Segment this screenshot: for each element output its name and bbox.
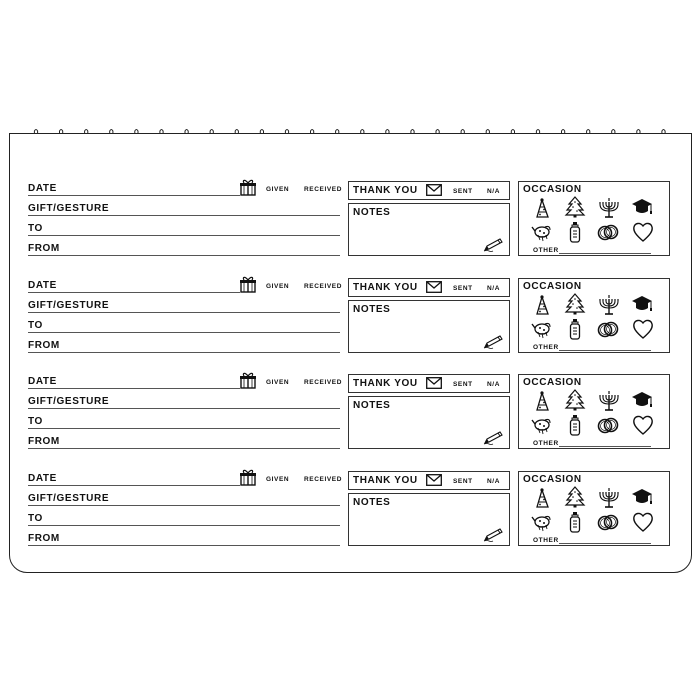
to-label: TO — [28, 223, 43, 234]
gift-gesture-field[interactable] — [28, 391, 340, 409]
occasion-label: OCCASION — [523, 474, 582, 485]
sent-option[interactable]: SENT — [453, 188, 473, 195]
thank-you-box — [348, 374, 510, 393]
date-field[interactable] — [28, 371, 240, 389]
pencil-icon — [483, 528, 505, 542]
gift-gesture-field[interactable] — [28, 295, 340, 313]
graduation-cap-icon[interactable] — [631, 389, 653, 411]
thank-you-box — [348, 181, 510, 200]
from-label: FROM — [28, 533, 60, 544]
wedding-rings-icon[interactable] — [597, 511, 619, 533]
received-option[interactable]: RECEIVED — [304, 379, 343, 386]
notes-label: NOTES — [353, 400, 391, 411]
sent-option[interactable]: SENT — [453, 285, 473, 292]
gift-icon — [239, 469, 257, 487]
graduation-cap-icon[interactable] — [631, 196, 653, 218]
graduation-cap-icon[interactable] — [631, 486, 653, 508]
from-label: FROM — [28, 340, 60, 351]
notes-label: NOTES — [353, 304, 391, 315]
to-label: TO — [28, 513, 43, 524]
na-option[interactable]: N/A — [487, 188, 500, 195]
from-field[interactable] — [28, 528, 340, 546]
gift-gesture-label: GIFT/GESTURE — [28, 300, 110, 311]
envelope-icon — [426, 377, 442, 389]
party-hat-icon[interactable] — [531, 197, 553, 219]
gift-gesture-line — [28, 215, 340, 216]
menorah-icon[interactable] — [598, 487, 620, 509]
gift-gesture-field[interactable] — [28, 488, 340, 506]
date-line — [28, 195, 240, 196]
from-label: FROM — [28, 243, 60, 254]
other-label: OTHER — [533, 247, 559, 254]
thank-you-label: THANK YOU — [353, 185, 418, 196]
other-label: OTHER — [533, 537, 559, 544]
christmas-tree-icon[interactable] — [564, 486, 586, 508]
heart-icon[interactable] — [632, 511, 654, 533]
gift-gesture-label: GIFT/GESTURE — [28, 203, 110, 214]
christmas-tree-icon[interactable] — [564, 196, 586, 218]
date-line — [28, 485, 240, 486]
na-option[interactable]: N/A — [487, 285, 500, 292]
thank-you-box — [348, 278, 510, 297]
received-option[interactable]: RECEIVED — [304, 186, 343, 193]
gift-entry — [10, 231, 693, 351]
notes-box[interactable] — [348, 493, 510, 546]
gift-log-page — [9, 133, 692, 573]
gift-gesture-line — [28, 408, 340, 409]
watering-can-icon[interactable] — [531, 511, 553, 533]
gift-gesture-field[interactable] — [28, 198, 340, 216]
party-hat-icon[interactable] — [531, 294, 553, 316]
date-label: DATE — [28, 183, 57, 194]
date-line — [28, 388, 240, 389]
other-line[interactable] — [559, 543, 651, 544]
menorah-icon[interactable] — [598, 390, 620, 412]
envelope-icon — [426, 281, 442, 293]
occasion-label: OCCASION — [523, 184, 582, 195]
gift-entry — [10, 134, 693, 254]
thank-you-label: THANK YOU — [353, 378, 418, 389]
given-option[interactable]: GIVEN — [266, 186, 290, 193]
party-hat-icon[interactable] — [531, 390, 553, 412]
date-label: DATE — [28, 280, 57, 291]
graduation-cap-icon[interactable] — [631, 293, 653, 315]
given-option[interactable]: GIVEN — [266, 283, 290, 290]
from-label: FROM — [28, 436, 60, 447]
thank-you-label: THANK YOU — [353, 475, 418, 486]
given-option[interactable]: GIVEN — [266, 476, 290, 483]
gift-icon — [239, 276, 257, 294]
na-option[interactable]: N/A — [487, 381, 500, 388]
thank-you-box — [348, 471, 510, 490]
received-option[interactable]: RECEIVED — [304, 283, 343, 290]
occasion-label: OCCASION — [523, 377, 582, 388]
other-label: OTHER — [533, 344, 559, 351]
gift-gesture-label: GIFT/GESTURE — [28, 396, 110, 407]
gift-gesture-label: GIFT/GESTURE — [28, 493, 110, 504]
notes-label: NOTES — [353, 497, 391, 508]
menorah-icon[interactable] — [598, 197, 620, 219]
date-line — [28, 292, 240, 293]
occasion-label: OCCASION — [523, 281, 582, 292]
thank-you-label: THANK YOU — [353, 282, 418, 293]
occasion-box — [518, 471, 670, 546]
gift-icon — [239, 179, 257, 197]
date-label: DATE — [28, 473, 57, 484]
gift-entry — [10, 424, 693, 544]
gift-icon — [239, 372, 257, 390]
christmas-tree-icon[interactable] — [564, 293, 586, 315]
sent-option[interactable]: SENT — [453, 381, 473, 388]
to-line — [28, 525, 340, 526]
given-option[interactable]: GIVEN — [266, 379, 290, 386]
to-field[interactable] — [28, 508, 340, 526]
from-line — [28, 545, 340, 546]
date-field[interactable] — [28, 178, 240, 196]
to-label: TO — [28, 416, 43, 427]
date-field[interactable] — [28, 468, 240, 486]
other-label: OTHER — [533, 440, 559, 447]
envelope-icon — [426, 474, 442, 486]
gift-gesture-line — [28, 505, 340, 506]
na-option[interactable]: N/A — [487, 478, 500, 485]
to-label: TO — [28, 320, 43, 331]
envelope-icon — [426, 184, 442, 196]
christmas-tree-icon[interactable] — [564, 389, 586, 411]
sent-option[interactable]: SENT — [453, 478, 473, 485]
date-field[interactable] — [28, 275, 240, 293]
gift-entry — [10, 327, 693, 447]
notes-label: NOTES — [353, 207, 391, 218]
received-option[interactable]: RECEIVED — [304, 476, 343, 483]
date-label: DATE — [28, 376, 57, 387]
baby-bottle-icon[interactable] — [564, 511, 586, 533]
menorah-icon[interactable] — [598, 294, 620, 316]
party-hat-icon[interactable] — [531, 487, 553, 509]
gift-gesture-line — [28, 312, 340, 313]
